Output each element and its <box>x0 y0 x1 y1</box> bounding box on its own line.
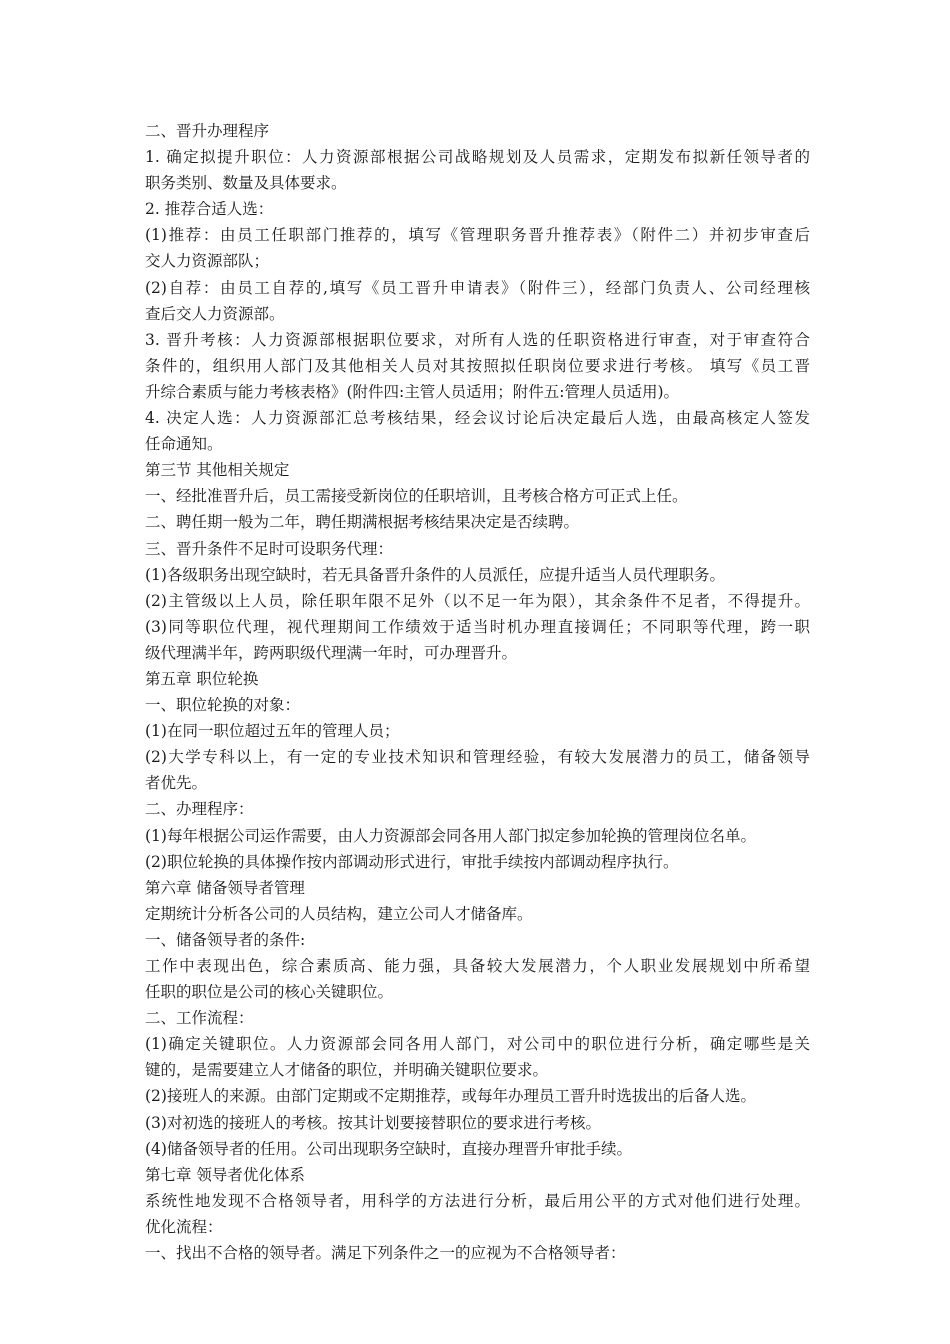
text-line: (4)储备领导者的任用。公司出现职务空缺时，直接办理晋升审批手续。 <box>145 1139 632 1158</box>
text-line: (3)对初选的接班人的考核。按其计划要接替职位的要求进行考核。 <box>145 1113 601 1132</box>
text-line: (2)职位轮换的具体操作按内部调动形式进行，审批手续按内部调动程序执行。 <box>145 852 679 871</box>
text-line: 一、找出不合格的领导者。满足下列条件之一的应视为不合格领导者： <box>145 1244 626 1263</box>
text-line: 三、晋升条件不足时可设职务代理： <box>145 539 394 558</box>
document-body <box>145 118 810 1266</box>
text-line: 条件的，组织用人部门及其他相关人员对其按照拟任职岗位要求进行考核。 填写《员工晋 <box>145 356 810 375</box>
text-line: 工作中表现出色，综合素质高、能力强，具备较大发展潜力，个人职业发展规划中所希望 <box>145 957 810 975</box>
text-line: 4. 决定人选：人力资源部汇总考核结果，经会议讨论后决定最后人选，由最高核定人签发 <box>145 409 810 428</box>
text-line: 二、晋升办理程序 <box>145 122 270 140</box>
text-line: 职务类别、数量及具体要求。 <box>145 174 347 193</box>
text-line: 任命通知。 <box>145 435 223 454</box>
text-line: 第七章 领导者优化体系 <box>145 1165 305 1184</box>
text-line: 键的，是需要建立人才储备的职位，并明确关键职位要求。 <box>145 1061 549 1080</box>
text-line: 一、职位轮换的对象： <box>145 696 301 715</box>
text-line: 二、聘任期一般为二年，聘任期满根据考核结果决定是否续聘。 <box>145 513 580 532</box>
text-line: 任职的职位是公司的核心关键职位。 <box>145 983 394 1002</box>
text-line: 第六章 储备领导者管理 <box>145 878 305 897</box>
text-line: 3. 晋升考核：人力资源部根据职位要求，对所有人选的任职资格进行审查，对于审查符合 <box>145 330 810 349</box>
text-line: (2)主管级以上人员，除任职年限不足外（以不足一年为限），其余条件不足者，不得提升。 <box>145 591 810 610</box>
text-line: 优化流程： <box>145 1217 223 1236</box>
text-line: 2. 推荐合适人选： <box>145 200 274 219</box>
text-line: (1)各级职务出现空缺时，若无具备晋升条件的人员派任，应提升适当人员代理职务。 <box>145 565 725 584</box>
text-line: (3)同等职位代理，视代理期间工作绩效于适当时机办理直接调任；不同职等代理，跨一职 <box>145 617 810 636</box>
text-line: 系统性地发现不合格领导者，用科学的方法进行分析，最后用公平的方式对他们进行处理。 <box>145 1191 810 1210</box>
text-line: (1)确定关键职位。人力资源部会同各用人部门，对公司中的职位进行分析，确定哪些是关 <box>145 1035 810 1054</box>
text-line: 第五章 职位轮换 <box>145 669 259 688</box>
text-line: 二、工作流程： <box>145 1009 254 1028</box>
text-line: 二、办理程序： <box>145 800 254 819</box>
text-line: 级代理满半年，跨两职级代理满一年时，可办理晋升。 <box>145 643 518 662</box>
text-line: (2)自荐：由员工自荐的,填写《员工晋升申请表》（附件三），经部门负责人、公司经理核 <box>145 278 810 297</box>
text-line: (1)每年根据公司运作需要，由人力资源部会同各用人部门拟定参加轮换的管理岗位名单。 <box>145 826 756 845</box>
text-line: (2)接班人的来源。由部门定期或不定期推荐，或每年办理员工晋升时选拔出的后备人选。 <box>145 1087 756 1106</box>
text-line: 交人力资源部队； <box>145 252 270 271</box>
text-line: 1. 确定拟提升职位：人力资源部根据公司战略规划及人员需求，定期发布拟新任领导者的 <box>145 148 810 167</box>
text-line: (1)推荐：由员工任职部门推荐的，填写《管理职务晋升推荐表》（附件二）并初步审查后 <box>145 226 810 245</box>
text-line: 升综合素质与能力考核表格》(附件四:主管人员适用；附件五:管理人员适用)。 <box>145 382 680 401</box>
text-line: 一、经批准晋升后，员工需接受新岗位的任职培训，且考核合格方可正式上任。 <box>145 487 688 506</box>
text-line: 定期统计分析各公司的人员结构，建立公司人才储备库。 <box>145 904 533 923</box>
text-line: (2)大学专科以上，有一定的专业技术知识和管理经验，有较大发展潜力的员工，储备领导 <box>145 748 810 767</box>
text-line: 查后交人力资源部。 <box>145 304 285 323</box>
text-line: (1)在同一职位超过五年的管理人员； <box>145 722 400 741</box>
text-line: 者优先。 <box>145 774 208 793</box>
text-line: 一、储备领导者的条件: <box>145 930 306 949</box>
text-line: 第三节 其他相关规定 <box>145 461 290 480</box>
